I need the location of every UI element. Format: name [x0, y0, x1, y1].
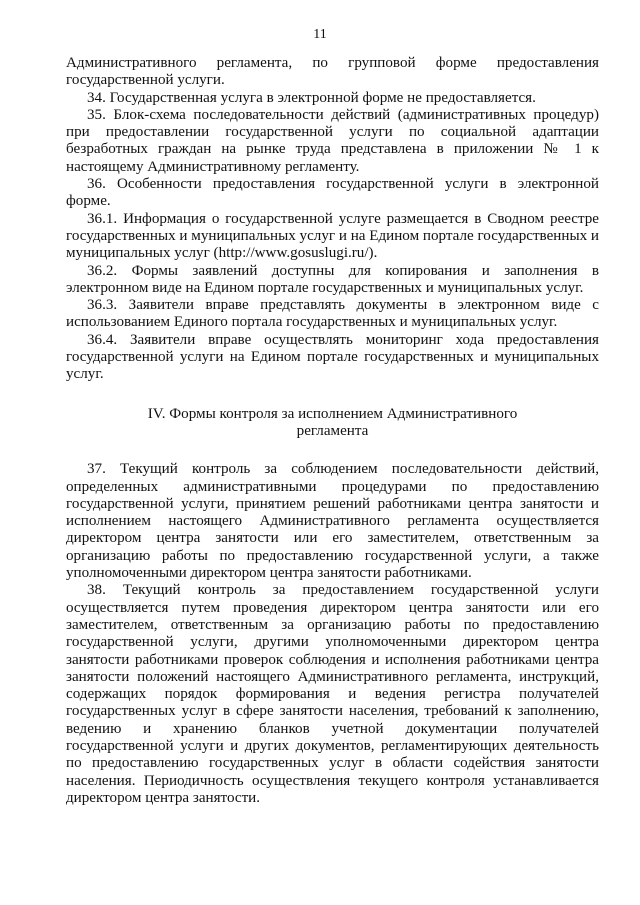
paragraph: 35. Блок-схема последовательности действий (административных процедур) при предоставлении государственной услуги по социальной адаптации безработных граждан на рынке труда представлена в приложении № 1 к настоящему Административному регламенту. — [66, 106, 599, 175]
page-number: 11 — [313, 27, 327, 42]
paragraph: 38. Текущий контроль за предоставлением государственной услуги осуществляется путем проведения директором центра занятости или его заместителем, ответственным за организацию работы по предоставлению государственной услуги, другими уполномоченными директором центра занятости работниками проверок соблюдения и исполнения работниками центра занятости положений настоящего Административного регламента, инструкций, содержащих порядок формирования и ведения регистра получателей государственных услуг в сфере занятости населения, требований к заполнению, ведению и хранению бланков учетной документации получателей государственной услуги и других документов, регламентирующих деятельность по предоставлению государственных услуг в области содействия занятости населения. Периодичность осуществления текущего контроля устанавливается директором центра занятости. — [66, 582, 599, 806]
paragraph: 36.1. Информация о государственной услуге размещается в Сводном реестре государственных и муниципальных услуг и на Едином портале государственных и муниципальных услуг (http://www.gosuslugi.ru/). — [66, 210, 599, 262]
section-heading — [66, 406, 599, 441]
paragraph: 36.2. Формы заявлений доступны для копирования и заполнения в электронном виде на Едином портале государственных и муниципальных услуг. — [66, 262, 599, 296]
paragraphs-top — [66, 55, 599, 384]
section-heading-line-2: регламента — [296, 422, 369, 439]
paragraph: 36.4. Заявители вправе осуществлять мониторинг хода предоставления государственной услуги на Едином портале государственных и муниципальных услуг. — [66, 331, 599, 383]
paragraph: 36. Особенности предоставления государственной услуги в электронной форме. — [66, 176, 599, 210]
paragraph: 34. Государственная услуга в электронной форме не предоставляется. — [87, 89, 536, 106]
paragraphs-bottom — [66, 461, 599, 807]
paragraph: Административного регламента, по групповой форме предоставления государственной услуги. — [66, 55, 599, 89]
document-body — [66, 55, 599, 807]
paragraph: 36.3. Заявители вправе представлять документы в электронном виде с использованием Единого портала государственных и муниципальных услуг. — [66, 297, 599, 331]
paragraph: 37. Текущий контроль за соблюдением последовательности действий, определенных административными процедурами по предоставлению государственной услуги, принятием решений работниками центра занятости и исполнением настоящего Административного регламента осуществляется директором центра занятости или его заместителем, ответственным за организацию работы по предоставлению государственной услуги, а также уполномоченными директором центра занятости работниками. — [66, 461, 599, 582]
section-heading-line-1: IV. Формы контроля за исполнением Административного — [147, 405, 518, 422]
